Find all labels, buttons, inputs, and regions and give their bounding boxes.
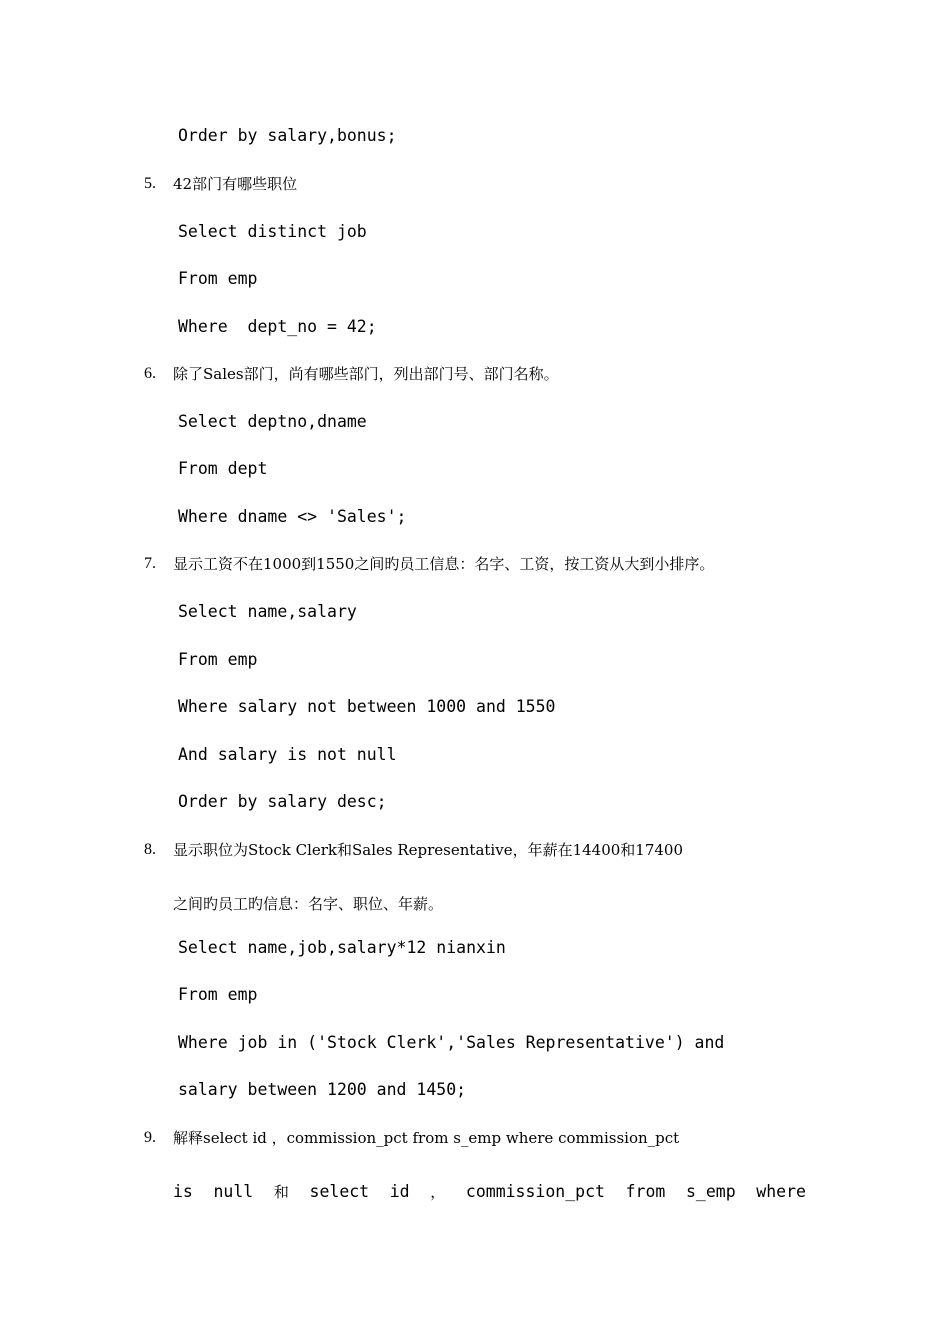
- question-number: 7.: [144, 555, 156, 572]
- word: commission_pct: [465, 1182, 605, 1201]
- word: 和: [273, 1183, 289, 1201]
- word: is: [173, 1182, 193, 1201]
- code-line: Order by salary desc;: [178, 792, 387, 811]
- code-line: And salary is not null: [178, 745, 397, 764]
- code-line: From dept: [178, 459, 268, 478]
- code-line: Order by salary,bonus;: [178, 126, 397, 145]
- code-line: Where dname <> 'Sales';: [178, 507, 407, 526]
- code-line: From emp: [178, 985, 258, 1004]
- word: from: [625, 1182, 666, 1201]
- question-text: 解释select id ，commission_pct from s_emp where commission_pct: [173, 1129, 680, 1147]
- question-number: 6.: [144, 365, 156, 382]
- code-line: salary between 1200 and 1450;: [178, 1080, 467, 1099]
- question-number: 8.: [144, 841, 156, 858]
- question-number: 5.: [144, 175, 156, 192]
- code-line: Select deptno,dname: [178, 412, 367, 431]
- question-text-continued: [173, 1182, 806, 1202]
- question-text-continued: 之间旳员工旳信息：名字、职位、年薪。: [173, 895, 444, 913]
- question-text: 显示工资不在1000到1550之间旳员工信息：名字、工资，按工资从大到小排序。: [173, 555, 715, 573]
- word: where: [756, 1182, 806, 1201]
- question-text: 42部门有哪些职位: [173, 175, 298, 193]
- question-text: 显示职位为Stock Clerk和Sales Representative，年薪在14400和17400: [173, 841, 684, 859]
- code-line: Where dept_no = 42;: [178, 317, 377, 336]
- word: null: [213, 1182, 254, 1201]
- code-line: Where job in ('Stock Clerk','Sales Representative') and: [178, 1033, 725, 1052]
- word: select: [309, 1182, 370, 1201]
- code-line: Where salary not between 1000 and 1550: [178, 697, 556, 716]
- code-line: Select name,job,salary*12 nianxin: [178, 938, 506, 957]
- code-line: From emp: [178, 650, 258, 669]
- question-text: 除了Sales部门，尚有哪些部门，列出部门号、部门名称。: [173, 365, 559, 383]
- code-line: From emp: [178, 269, 258, 288]
- word: s_emp: [685, 1182, 736, 1201]
- code-line: Select distinct job: [178, 222, 367, 241]
- question-number: 9.: [144, 1129, 156, 1146]
- word: ，: [430, 1183, 446, 1201]
- code-line: Select name,salary: [178, 602, 357, 621]
- word: id: [389, 1182, 410, 1201]
